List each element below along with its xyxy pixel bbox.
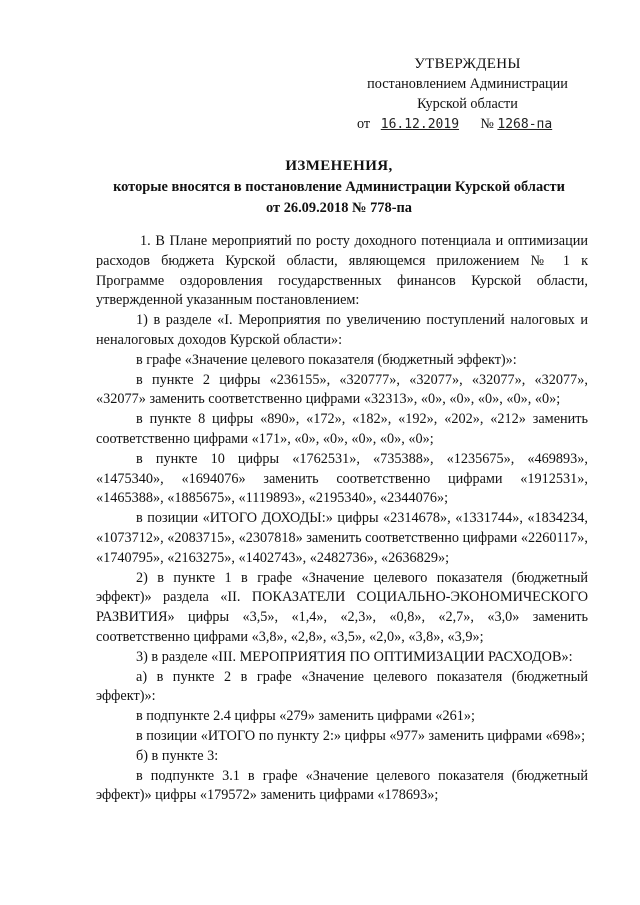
paragraph: в подпункте 2.4 цифры «279» заменить цифрами «261»; (136, 708, 475, 725)
title-main: ИЗМЕНЕНИЯ, (285, 158, 393, 174)
paragraph: в графе «Значение целевого показателя (бюджетный эффект)»: (136, 351, 517, 368)
paragraph: 1) в разделе «I. Мероприятия по увеличению поступлений налоговых и неналоговых доходов Курской области»: (96, 312, 588, 348)
approval-heading: УТВЕРЖДЕНЫ (414, 56, 521, 72)
from-label: от (357, 116, 371, 132)
title-line-3: от 26.09.2018 № 778-па (266, 200, 412, 216)
number-label: № (480, 116, 494, 132)
approval-line-2: Курской области (417, 96, 518, 112)
paragraph: б) в пункте 3: (136, 747, 219, 764)
paragraph: в позиции «ИТОГО по пункту 2:» цифры «977» заменить цифрами «698»; (136, 727, 586, 744)
paragraph: 1. В Плане мероприятий по росту доходного потенциала и оптимизации расходов бюджета Курской области, являющемся приложением № 1 к Программе оздоровления государственных финансов Курской области, утвержденной указанным постановлением: (96, 233, 588, 309)
paragraph: в пункте 10 цифры «1762531», «735388», «1235675», «469893», «1475340», «1694076» заменить соответственно цифрами «1912531», «1465388», «1885675», «1119893», «2195340», «2344076»; (96, 450, 588, 507)
approval-number: 1268-па (497, 117, 553, 132)
paragraph: в пункте 8 цифры «890», «172», «182», «192», «202», «212» заменить соответственно цифрами «171», «0», «0», «0», «0», «0»; (96, 411, 588, 447)
paragraph: в пункте 2 цифры «236155», «320777», «32077», «32077», «32077», «32077» заменить соответственно цифрами «32313», «0», «0», «0», «0», «0»; (96, 371, 588, 408)
paragraph: в подпункте 3.1 в графе «Значение целевого показателя (бюджетный эффект)» цифры «179572» заменить цифрами «178693»; (96, 767, 588, 804)
approval-date: 16.12.2019 (380, 117, 460, 132)
approval-line-1: постановлением Администрации (367, 76, 568, 92)
approval-block (355, 54, 580, 135)
paragraph: в позиции «ИТОГО ДОХОДЫ:» цифры «2314678», «1331744», «1834234, «1073712», «2083715», «2307818» заменить соответственно цифрами «2260117», «1740795», «2163275», «1402743», «2482736», «2636829»; (96, 510, 588, 566)
document-title (90, 156, 588, 219)
approval-date-line (355, 114, 580, 135)
paragraph: 2) в пункте 1 в графе «Значение целевого показателя (бюджетный эффект)» раздела «II. ПОКАЗАТЕЛИ СОЦИАЛЬНО-ЭКОНОМИЧЕСКОГО РАЗВИТИЯ» цифры «3,5», «1,4», «2,3», «0,8», «2,7», «3,0» заменить соответственно цифрами «3,8», «2,8», «3,5», «2,0», «3,8», «3,9»; (96, 569, 588, 645)
paragraph: 3) в разделе «III. МЕРОПРИЯТИЯ ПО ОПТИМИЗАЦИИ РАСХОДОВ»: (136, 648, 573, 665)
document-body (96, 232, 588, 806)
title-line-2: которые вносятся в постановление Администрации Курской области (113, 179, 565, 195)
paragraph: а) в пункте 2 в графе «Значение целевого показателя (бюджетный эффект)»: (96, 668, 588, 705)
